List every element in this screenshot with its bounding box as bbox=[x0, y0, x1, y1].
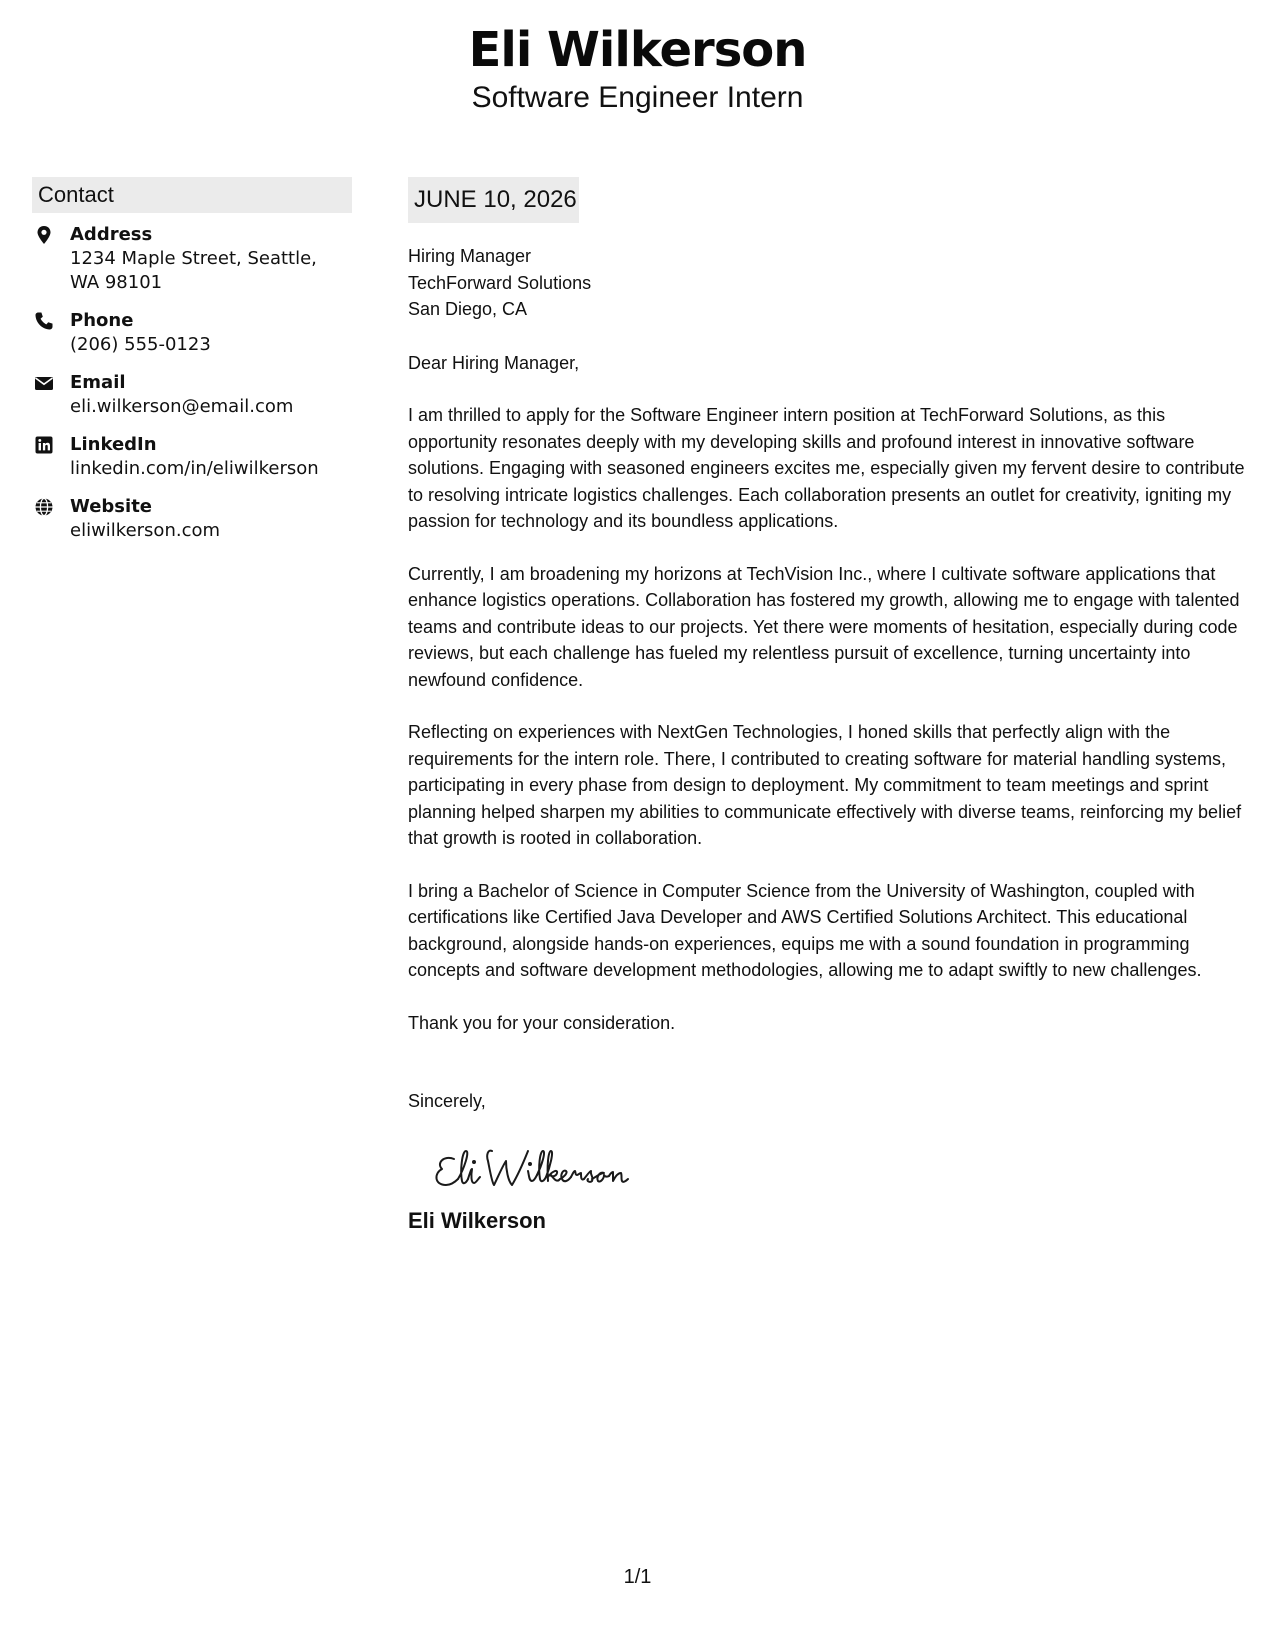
contact-label: Phone bbox=[70, 310, 134, 331]
handwritten-signature bbox=[430, 1137, 660, 1197]
recipient-line: Hiring Manager bbox=[408, 246, 532, 266]
contact-heading: Contact bbox=[32, 177, 352, 213]
applicant-name: Eli Wilkerson bbox=[468, 22, 807, 78]
contact-value: 1234 Maple Street, Seattle, WA 98101 bbox=[70, 248, 317, 293]
globe-icon bbox=[34, 497, 54, 517]
contact-item-phone bbox=[32, 309, 352, 357]
contact-value: linkedin.com/in/eliwilkerson bbox=[70, 458, 319, 479]
letter-date: JUNE 10, 2026 bbox=[408, 177, 579, 223]
header bbox=[0, 20, 1275, 116]
contact-item-email bbox=[32, 371, 352, 419]
phone-icon bbox=[34, 311, 54, 331]
applicant-role: Software Engineer Intern bbox=[471, 81, 804, 114]
page-number: 1/1 bbox=[623, 1566, 652, 1588]
recipient-line: TechForward Solutions bbox=[408, 272, 592, 293]
contact-item-linkedin bbox=[32, 433, 352, 481]
contact-label: LinkedIn bbox=[70, 434, 157, 455]
contact-value: eliwilkerson.com bbox=[70, 520, 221, 541]
contact-value: eli.wilkerson@email.com bbox=[70, 396, 294, 417]
contact-item-website bbox=[32, 495, 352, 543]
letter-paragraph: I am thrilled to apply for the Software Engineer intern position at TechForward Solutions, as this opportunity resonates deeply with my developing skills and profound interest in innovative software solutions. Engaging with seasoned engineers excites me, especially given my fervent desire to contribute to resolving intricate logistics challenges. Each collaboration presents an outlet for creativity, igniting my passion for technology and its boundless applications. bbox=[408, 405, 1245, 531]
contact-label: Website bbox=[70, 496, 153, 517]
letter-paragraph: Reflecting on experiences with NextGen Technologies, I honed skills that perfectly align with the requirements for the intern role. There, I contributed to creating software for material handling systems, participating in every phase from design to deployment. My commitment to team meetings and sprint planning helped sharpen my abilities to communicate effectively with diverse teams, reinforcing my belief that growth is rooted in collaboration. bbox=[408, 722, 1242, 848]
recipient-line: San Diego, CA bbox=[408, 299, 528, 319]
contact-item-address bbox=[32, 223, 352, 295]
map-pin-icon bbox=[34, 225, 54, 245]
signoff: Sincerely, bbox=[408, 1091, 486, 1111]
letter-body bbox=[408, 177, 1253, 1235]
recipient-block bbox=[408, 243, 1253, 323]
linkedin-icon bbox=[34, 435, 54, 455]
contact-list bbox=[32, 223, 352, 543]
contact-sidebar bbox=[32, 177, 352, 557]
letter-paragraph: I bring a Bachelor of Science in Computer Science from the University of Washington, coupled with certifications like Certified Java Developer and AWS Certified Solutions Architect. This educational background, alongside hands-on experiences, equips me with a sound foundation in programming concepts and software development methodologies, allowing me to adapt swiftly to new challenges. bbox=[408, 880, 1202, 980]
letter-paragraph: Currently, I am broadening my horizons at TechVision Inc., where I cultivate software applications that enhance logistics operations. Collaboration has fostered my growth, allowing me to engage with talented teams and contribute ideas to our projects. Yet there were moments of hesitation, especially during code reviews, but each challenge has fueled my relentless pursuit of excellence, turning uncertainty into newfound confidence. bbox=[408, 563, 1240, 690]
contact-label: Email bbox=[70, 372, 126, 393]
envelope-icon bbox=[34, 373, 54, 393]
contact-label: Address bbox=[70, 224, 153, 245]
salutation: Dear Hiring Manager, bbox=[408, 352, 580, 373]
signer-name: Eli Wilkerson bbox=[408, 1207, 546, 1233]
contact-value: (206) 555-0123 bbox=[70, 334, 211, 355]
closing-line: Thank you for your consideration. bbox=[408, 1012, 676, 1033]
